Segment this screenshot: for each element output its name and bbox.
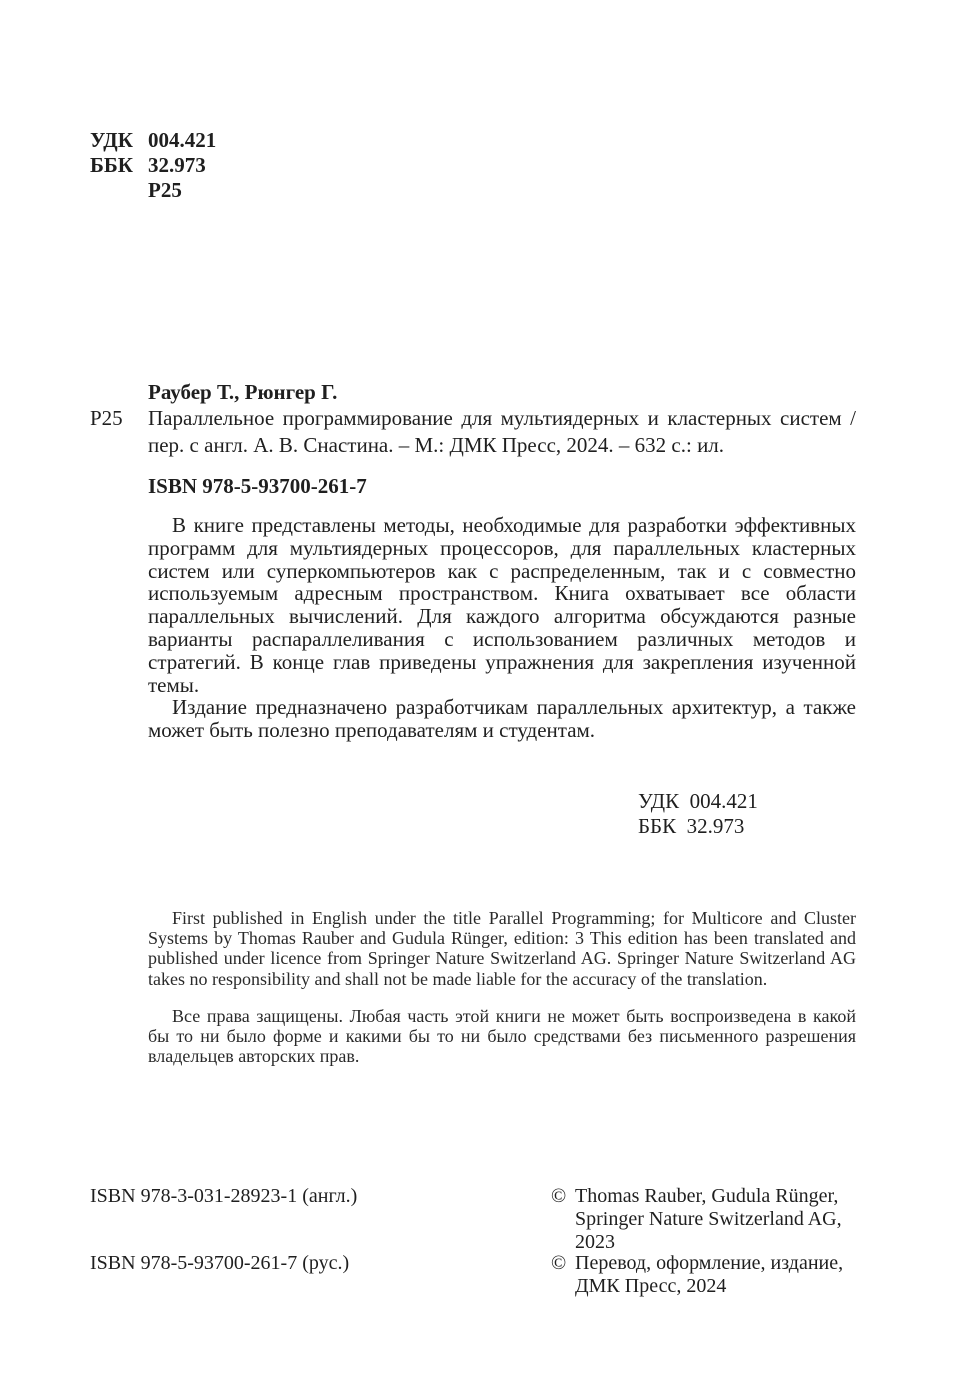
title-line-2: пер. с англ. А. В. Снастина. – М.: ДМК Пресс, 2024. – 632 с.: ил.	[148, 433, 725, 457]
copyright-russian-line: ДМК Пресс, 2024	[575, 1275, 727, 1297]
author-mark-top: Р25	[148, 178, 182, 202]
copyright-english-line: Springer Nature Switzerland AG,	[575, 1208, 842, 1230]
author-mark: Р25	[90, 406, 123, 430]
copyright-russian-line: Перевод, оформление, издание,	[575, 1252, 844, 1274]
bbk-value: 32.973	[148, 153, 206, 177]
copyright-english	[551, 1185, 842, 1254]
copyright-russian	[551, 1252, 843, 1298]
bbk-row	[90, 153, 216, 178]
copyright-english-line: 2023	[575, 1231, 615, 1253]
isbn-main: ISBN 978-5-93700-261-7	[148, 474, 367, 498]
title-line-1: Параллельное программирование для мультиядерных и кластерных систем /	[148, 406, 856, 430]
isbn-english: ISBN 978-3-031-28923-1 (англ.)	[90, 1185, 358, 1207]
rights-notice: Все права защищены. Любая часть этой книги не может быть воспроизведена в какой бы то ни было форме и какими бы то ни было средствами без письменного разрешения владельцев авторских прав.	[148, 1006, 856, 1067]
copyright-icon: ©	[551, 1185, 567, 1207]
isbn-russian: ISBN 978-5-93700-261-7 (рус.)	[90, 1252, 350, 1274]
udk-label: УДК	[90, 128, 133, 152]
authors: Раубер Т., Рюнгер Г.	[148, 380, 338, 404]
author-mark-row	[90, 178, 216, 203]
copyright-english-line: Thomas Rauber, Gudula Rünger,	[575, 1185, 839, 1207]
bbk-label: ББК	[90, 153, 133, 177]
annotation	[148, 514, 856, 742]
annotation-paragraph-1: В книге представлены методы, необходимые для разработки эффективных программ для мультиядерных процессоров, для параллельных кластерных систем или суперкомпьютеров как с распределенным, так и с совместно используемым адресным пространством. Книга охватывает все области параллельных вычислений. Для каждого алгоритма обсуждаются разные варианты распараллеливания с использованием различных методов и стратегий. В конце глав приведены упражнения для закрепления изученной темы.	[148, 513, 856, 697]
classification-codes-top	[90, 128, 216, 203]
bbk-bottom: ББК 32.973	[638, 814, 745, 838]
annotation-paragraph-2: Издание предназначено разработчикам параллельных архитектур, а также может быть полезно преподавателям и студентам.	[148, 695, 856, 743]
udk-row	[90, 128, 216, 153]
classification-codes-bottom	[638, 789, 758, 839]
english-publication-notice: First published in English under the title Parallel Programming; for Multicore and Cluster Systems by Thomas Rauber and Gudula Rünger, edition: 3 This edition has been translated and published under licence from Springer Nature Switzerland AG. Springer Nature Switzerland AG takes no responsibility and shall not be made liable for the accuracy of the translation.	[148, 908, 856, 989]
udk-bottom: УДК 004.421	[638, 789, 758, 813]
copyright-icon: ©	[551, 1252, 567, 1274]
udk-value: 004.421	[148, 128, 217, 152]
